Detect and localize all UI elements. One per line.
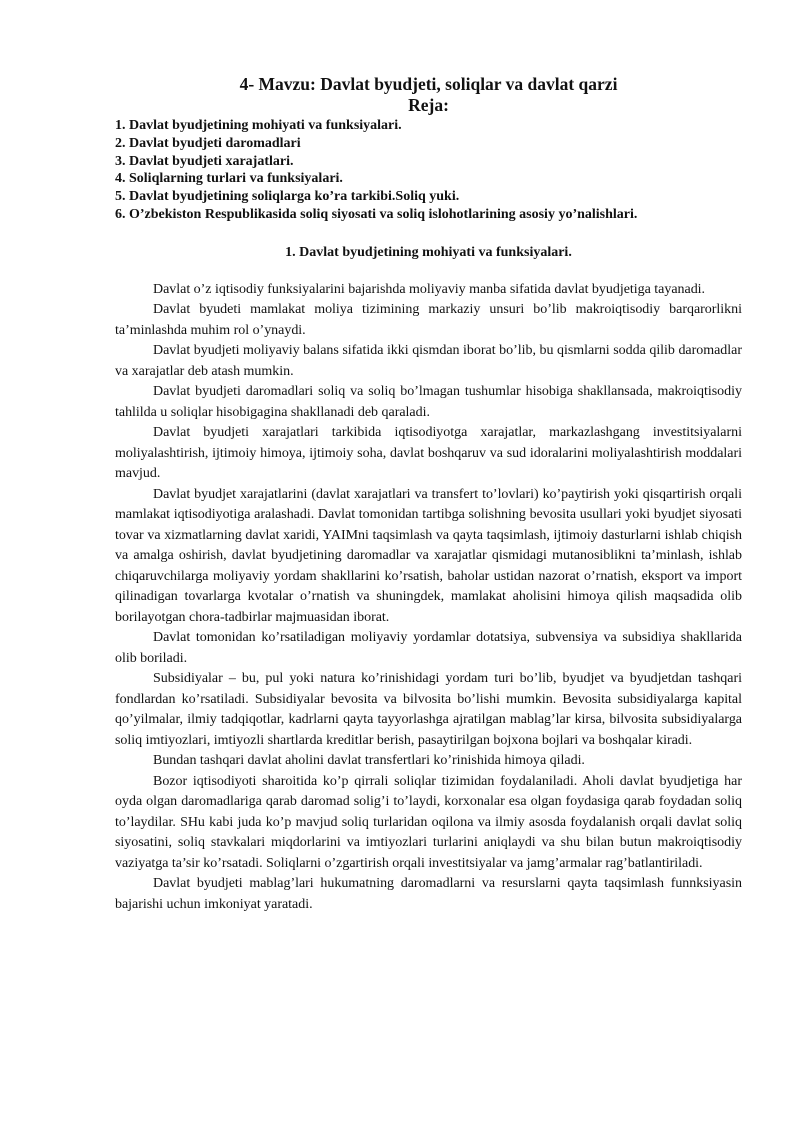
body-paragraph: Davlat o’z iqtisodiy funksiyalarini bajarishda moliyaviy manba sifatida davlat byudjetiga tayanadi. [153, 281, 706, 297]
section-heading: 1. Davlat byudjetining mohiyati va funksiyalari. [285, 244, 572, 260]
plan-item: 2. Davlat byudjeti daromadlari [115, 135, 301, 151]
plan-item: 4. Soliqlarning turlari va funksiyalari. [115, 171, 343, 187]
plan-item: 1. Davlat byudjetining mohiyati va funksiyalari. [115, 118, 402, 133]
body-paragraph: Davlat byudjet xarajatlarini (davlat xarajatlari va transfert to’lovlari) ko’paytirish yoki qisqartirish orqali mamlakat iqtisodiyotiga aralashadi. Davlat tomonidan tartibga solishning bevosita usullari yoki byudjet siyosati tovar va xizmatlarning davlat xaridi, YAIMni taqsimlash va qayta taqsimlash, ijtimoiy dasturlarni ishlab chiqish va amalga oshirish, davlat byudjetining daromadlar va xarajatlar qismidagi mutanosiblikni ta’minlash, ishlab chiqaruvchilarga moliyaviy yordam shakllarini ko’rsatish, baholar ustidan nazorat o’rnatish, eksport va import qilinadigan tovarlarga kvotalar o’rnatish va shuningdek, mamlakat aholisini himoya qilish maqsadida olib borilayotgan chora-tadbirlar majmuasidan iborat. [115, 486, 742, 625]
plan-list [115, 117, 742, 224]
body-paragraph: Davlat byudjeti moliyaviy balans sifatida ikki qismdan iborat bo’lib, bu qismlarni sodda qilib daromadlar va xarajatlar deb atash mumkin. [115, 343, 742, 379]
body-paragraph: Davlat byudjeti mablag’lari hukumatning daromadlarni va resurslarni qayta taqsimlash funnksiyasin bajarishi uchun imkoniyat yaratadi. [115, 876, 742, 912]
body-paragraph: Subsidiyalar – bu, pul yoki natura ko’rinishidagi yordam turi bo’lib, byudjet va byudjetdan tashqari fondlardan ko’rsatiladi. Subsidiyalar bevosita va bilvosita bo’lishi mumkin. Bevosita subsidiyalarga kapital qo’yilmalar, ilmiy tadqiqotlar, kadrlarni qayta tayyorlashga ajratilgan mablag’lar kirsa, bilvosita subsidiyalarga soliq imtiyozlari, imtiyozli shartlarda kreditlar berish, pasaytirilgan bojxona bojlari va boshqalar kiradi. [115, 671, 742, 748]
body-paragraph: Davlat byudjeti daromadlari soliq va soliq bo’lmagan tushumlar hisobiga shakllansada, makroiqtisodiy tahlilda u soliqlar hisobigagina shakllanadi deb qaraladi. [115, 384, 742, 420]
plan-heading: Reja: [408, 95, 449, 115]
plan-item: 3. Davlat byudjeti xarajatlari. [115, 153, 294, 169]
body-paragraph: Davlat tomonidan ko’rsatiladigan moliyaviy yordamlar dotatsiya, subvensiya va subsidiya shakllarida olib boriladi. [115, 630, 742, 666]
body-paragraph: Bundan tashqari davlat aholini davlat transfertlari ko’rinishida himoya qiladi. [153, 753, 585, 769]
body-paragraph: Davlat byudeti mamlakat moliya tizimining markaziy unsuri bo’lib makroiqtisodiy barqarorlikni ta’minlashda muhim rol o’ynaydi. [115, 302, 742, 338]
plan-item: 6. O’zbekiston Respublikasida soliq siyosati va soliq islohotlarining asosiy yo’nalishlari. [115, 206, 638, 222]
body-paragraph: Davlat byudjeti xarajatlari tarkibida iqtisodiyotga xarajatlar, markazlashgang investitsiyalarni moliyalashtirish, ijtimoiy himoya, ijtimoiy soha, davlat boshqaruv va sud idoralarini moliyalashtirish moddalari mavjud. [115, 425, 742, 482]
body-paragraph: Bozor iqtisodiyoti sharoitida ko’p qirrali soliqlar tizimidan foydalaniladi. Aholi davlat byudjetiga har oyda olgan daromadlariga qarab daromad solig’i to’laydi, korxonalar esa olgan foydasiga qarab foydadan soliq to’laydilar. SHu kabi juda ko’p mavjud soliq turlaridan oqilona va ilmiy asosda foydalanish orqali davlat soliq siyosatini, soliq stavkalari miqdorlarini va imtiyozlari turlarini aniqlaydi va shu bilan butun makroiqtisodiy vaziyatga ta’sir ko’rsatadi. Soliqlarni o’zgartirish orqali investitsiyalar va jamg’armalar rag’batlantiriladi. [115, 773, 742, 871]
plan-item: 5. Davlat byudjetining soliqlarga ko’ra tarkibi.Soliq yuki. [115, 189, 460, 205]
document-title: 4- Mavzu: Davlat byudjeti, soliqlar va davlat qarzi [239, 74, 618, 94]
